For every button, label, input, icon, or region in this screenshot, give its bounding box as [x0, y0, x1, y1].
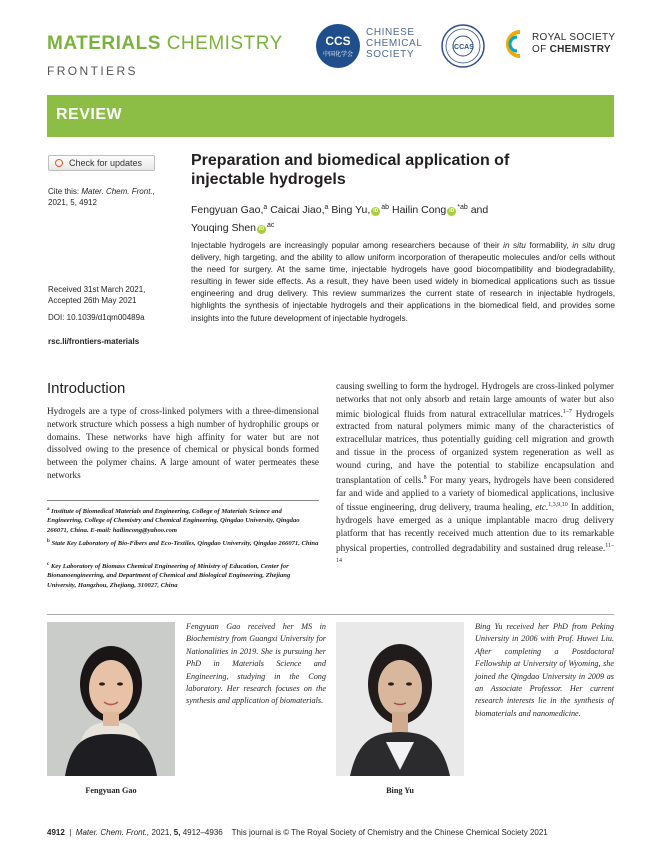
journal-subtitle: FRONTIERS [47, 64, 138, 78]
author: Caicai Jiao,$^a$ [270, 204, 329, 216]
cite-rest: 2021, 5, 4912 [48, 198, 97, 207]
article-type-banner [47, 95, 614, 137]
cite-label: Cite this: [48, 187, 80, 196]
intro-left-column: Hydrogels are a type of cross-linked polymers with a three-dimensional network structure which possess a high number of hydrophilic groups or domains. These networks have high affinity for water but are not dissolved owing to the presence of chemical or physical bonds formed between the polymer chains. A large amount of water permeates these networks [47, 406, 319, 480]
author: Youqing Shen iD $^{ac}$ [191, 222, 275, 234]
article-title-line1: Preparation and biomedical application of [191, 152, 510, 169]
doi[interactable]: DOI: 10.1039/d1qm00489a [48, 313, 145, 322]
rsc-logo [500, 29, 526, 59]
intro-right-column: causing swelling to form the hydrogel. Hydrogels are cross-linked polymer networks that not only absorb and retain large amounts of water but also mimic biological fluids from natural extracellular matrices.$^{1-7}$ Hydrogels extracted from natural polymers mimic many of the characteristics of extracellular matrices, thus potentially guiding cell migration and growth and tissue in the process of organized system regeneration as well as wound curing, and have the potential to stabilize encapsulation and transplantation of cells.$^8$ For many years, hydrogels have been considered far and wide and applied to a variety of biomedical applications, inclusive of tissue engineering, drug delivery, trauma healing, etc.$^{1,3,9,10}$ In addition, hydrogels have emerged as a unique implantable macro drug delivery platform that has recently received much attention due to its remarkable physical properties, controlled degradability and sustained drug release.$^{11-14}$ [336, 381, 615, 564]
ccs-name-line1: CHINESE [366, 27, 415, 38]
biography-divider [47, 614, 614, 615]
check-updates-button[interactable] [48, 155, 155, 171]
affiliation-c: $^c$ Key Laboratory of Biomass Chemical Engineering of Ministry of Education, Center for Bionanoengineering, and Department of Chemical and Biological Engineering, Zhejiang University, Hangzhou, Zhejiang, 310027, China [47, 562, 291, 589]
received-date: Received 31st March 2021, [48, 285, 146, 294]
affiliation-b: $^b$ State Key Laboratory of Bio-Fibers and Eco-Textiles, Qingdao University, Qingdao 266071, China [47, 539, 319, 548]
accepted-date: Accepted 26th May 2021 [48, 296, 137, 305]
citation [48, 186, 155, 208]
journal-title-word2: CHEMISTRY [166, 33, 283, 54]
orcid-icon[interactable]: iD [259, 226, 265, 232]
footer-pages: 4912–4936 [182, 828, 223, 837]
page-number: 4912 [47, 828, 65, 837]
article-type-label: REVIEW [56, 106, 123, 123]
orcid-icon[interactable]: iD [449, 208, 455, 214]
ccs-logo [316, 24, 360, 68]
article-title [191, 151, 601, 189]
author-conjunction: and [470, 204, 489, 216]
ccs-name-line3: SOCIETY [366, 49, 415, 60]
cite-journal: Mater. Chem. Front., [81, 187, 155, 196]
journal-url[interactable]: rsc.li/frontiers-materials [48, 337, 140, 346]
iccas-seal [441, 24, 485, 68]
rsc-name-line1: ROYAL SOCIETY [532, 32, 616, 43]
rsc-name-of: OF [532, 44, 547, 55]
biography-gao: Fengyuan Gao received her MS in Biochemistry from Guangxi University for Nationalities in 2019. She is pursuing her PhD in Materials Science and Engineering, studying in the Cong laboratory. Her research focuses on the synthesis and application of biomaterials. [186, 622, 326, 706]
ccs-name [366, 27, 422, 60]
author-photo-gao [47, 622, 175, 776]
affiliation-divider [47, 500, 319, 501]
abstract: Injectable hydrogels are increasingly popular among researchers because of their in situ formability, in situ drug delivery, high targeting, and the ability to allow uniform incorporation of therapeutic molecules and/or cells without the need for surgery. At the same time, injectable hydrogels have good biocompatibility and biodegradability, resulting in fewer side effects. As a result, they have been used widely in biomedical applications such as tissue engineering and drug delivery. This review summarizes the current state of research in injectable hydrogels, highlights the synthesis of injectable hydrogels and their applications in the biomedical field, and provides some insights into the future development of injectable hydrogels. [191, 241, 615, 323]
page-footer [47, 828, 548, 837]
journal-title-word1: MATERIALS [47, 33, 161, 54]
rsc-name [532, 32, 615, 56]
author: Fengyuan Gao,$^a$ [191, 204, 268, 216]
footer-notice: This journal is © The Royal Society of Chemistry and the Chinese Chemical Society 2021 [231, 828, 548, 837]
footer-year: 2021, [151, 828, 172, 837]
photo-caption-yu: Bing Yu [386, 786, 414, 795]
affiliation-a: $^a$ Institute of Biomedical Materials and Engineering, College of Materials Science and Engineering, College of Chemistry and Chemical Engineering, Qingdao University, Qingdao 266071, China. E-mail: hailincong@yahoo.com [47, 507, 300, 534]
rsc-name-chemistry: CHEMISTRY [549, 44, 611, 55]
biography-yu: Bing Yu received her PhD from Peking University in 2006 with Prof. Huwei Liu. After completing a Postdoctoral Fellowship at University of Wyoming, she joined the Qingdao University in 2009 as an Associate Professor. Her current research interests lie in the synthesis of biomaterials and nanomedicine. [475, 622, 614, 718]
ccs-logo-text: CCS [325, 34, 351, 48]
footer-volume: 5, [173, 828, 181, 837]
footer-journal: Mater. Chem. Front., [75, 828, 150, 837]
author: Bing Yu, iD $^{ab}$ [331, 204, 390, 216]
journal-title [47, 33, 283, 55]
author: Hailin Cong iD $^{*ab}$ [391, 204, 468, 216]
check-updates-icon [55, 159, 63, 167]
ccs-logo-cn: 中国化学会 [322, 52, 353, 58]
author-list [191, 200, 601, 236]
orcid-icon[interactable]: iD [373, 208, 379, 214]
section-heading-introduction: Introduction [47, 380, 126, 397]
photo-caption-gao: Fengyuan Gao [85, 786, 137, 795]
footer-separator: | [69, 828, 72, 837]
article-title-line2: injectable hydrogels [191, 171, 346, 188]
iccas-label: ICCAS [452, 44, 474, 51]
ccs-name-line2: CHEMICAL [366, 38, 423, 49]
check-updates-label: Check for updates [69, 158, 143, 168]
author-photo-yu [336, 622, 464, 776]
